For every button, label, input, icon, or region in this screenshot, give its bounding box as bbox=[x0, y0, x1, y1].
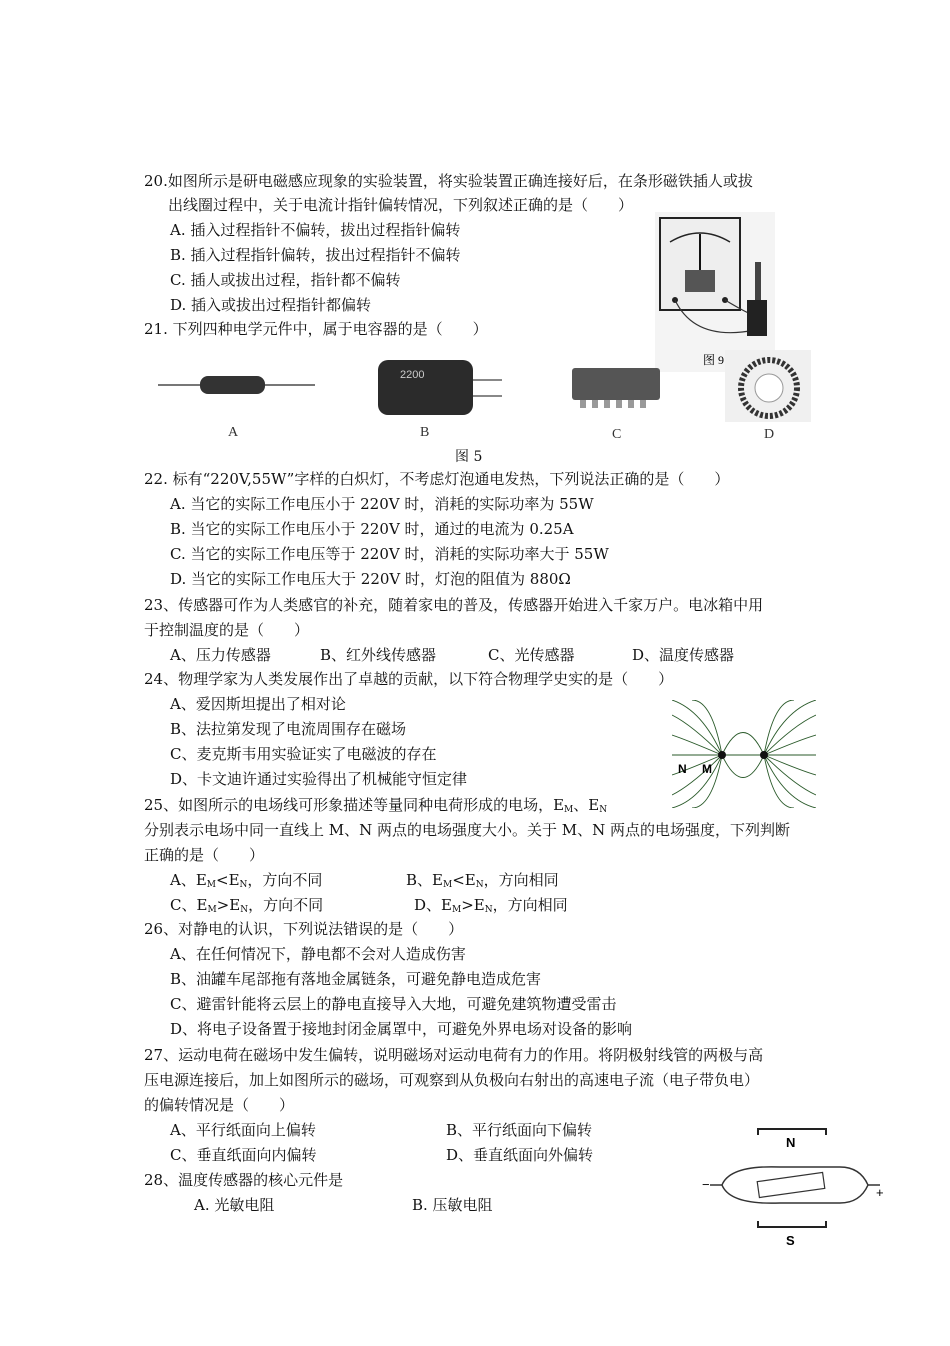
chip-body bbox=[572, 368, 660, 400]
q22-option-a: A. 当它的实际工作电压小于 220V 时，消耗的实际功率为 55W bbox=[170, 495, 594, 513]
figure9-label: 图 9 bbox=[703, 353, 725, 367]
q20-stem-line2: 出线圈过程中，关于电流计指针偏转情况，下列叙述正确的是（ ） bbox=[168, 196, 634, 214]
fig5-label-c: C bbox=[612, 427, 622, 442]
q28-option-a: A. 光敏电阻 bbox=[194, 1196, 275, 1214]
q23-option-d: D、温度传感器 bbox=[632, 646, 735, 664]
q22-option-d: D. 当它的实际工作电压大于 220V 时，灯泡的阻值为 880Ω bbox=[170, 570, 571, 588]
fig5-label-b: B bbox=[420, 425, 430, 440]
resistor-figure bbox=[150, 360, 320, 410]
q27-stem-line1: 27、运动电荷在磁场中发生偏转，说明磁场对运动电荷有力的作用。将阴极射线管的两极与高 bbox=[144, 1046, 764, 1064]
q26-option-c: C、避雷针能将云层上的静电直接导入大地，可避免建筑物遭受雷击 bbox=[170, 995, 617, 1013]
chip-figure bbox=[568, 362, 663, 412]
q24-option-a: A、爱因斯坦提出了相对论 bbox=[170, 695, 346, 713]
electric-field-figure bbox=[672, 700, 816, 808]
coil bbox=[747, 300, 767, 336]
q27-stem-line3: 的偏转情况是（ ） bbox=[144, 1096, 295, 1114]
capacitor-body bbox=[378, 360, 473, 415]
q20-option-c: C. 插人或拔出过程，指针都不偏转 bbox=[170, 271, 401, 289]
bar-magnet bbox=[755, 262, 761, 300]
q28-stem: 28、温度传感器的核心元件是 bbox=[144, 1171, 344, 1189]
q28-option-b: B. 压敏电阻 bbox=[412, 1196, 493, 1214]
q20-stem-line1: 20.如图所示是研电磁感应现象的实验装置，将实验装置正确连接好后，在条形磁铁插人或拔 bbox=[144, 172, 753, 190]
q21-stem: 21. 下列四种电学元件中，属于电容器的是（ ） bbox=[144, 320, 488, 338]
magnet-s-label: S bbox=[786, 1233, 795, 1248]
q27-option-d: D、垂直纸面向外偏转 bbox=[446, 1146, 594, 1164]
q25-option-b: B、$E_M<E_N$，方向相同 bbox=[406, 871, 559, 890]
tube-screen bbox=[757, 1172, 825, 1197]
q20-option-b: B. 插入过程指针偏转，拔出过程指针不偏转 bbox=[170, 246, 461, 264]
resistor-body bbox=[200, 376, 265, 394]
q27-option-a: A、平行纸面向上偏转 bbox=[170, 1121, 316, 1139]
q27-option-c: C、垂直纸面向内偏转 bbox=[170, 1146, 317, 1164]
positive-terminal: + bbox=[876, 1185, 884, 1200]
q25-option-c: C、$E_M>E_N$，方向不同 bbox=[170, 896, 324, 915]
inductor-figure bbox=[725, 350, 811, 422]
galvanometer-figure bbox=[655, 212, 775, 372]
q25-option-d: D、$E_M>E_N$，方向相同 bbox=[414, 896, 568, 915]
point-m-label: M bbox=[702, 762, 712, 776]
q26-stem: 26、对静电的认识，下列说法错误的是（ ） bbox=[144, 920, 464, 938]
q27-stem-line2: 压电源连接后，加上如图所示的磁场，可观察到从负极向右射出的高速电子流（电子带负电） bbox=[144, 1071, 760, 1089]
fig5-label-a: A bbox=[228, 425, 239, 440]
charge-right bbox=[760, 751, 768, 759]
charge-left bbox=[718, 751, 726, 759]
q25-stem-line1: 25、如图所示的电场线可形象描述等量同种电荷形成的电场，$E_M$、$E_N$ bbox=[144, 796, 608, 815]
meter-core bbox=[685, 270, 715, 292]
magnet-n-label: N bbox=[786, 1135, 796, 1150]
q24-option-b: B、法拉第发现了电流周围存在磁场 bbox=[170, 720, 407, 738]
q26-option-d: D、将电子设备置于接地封闭金属罩中，可避免外界电场对设备的影响 bbox=[170, 1020, 633, 1038]
q23-option-b: B、红外线传感器 bbox=[320, 646, 437, 664]
q26-option-a: A、在任何情况下，静电都不会对人造成伤害 bbox=[170, 945, 466, 963]
capacitor-figure bbox=[370, 352, 505, 427]
q23-stem-line2: 于控制温度的是（ ） bbox=[144, 621, 310, 639]
point-n-label: N bbox=[678, 762, 687, 776]
q22-option-c: C. 当它的实际工作电压等于 220V 时，消耗的实际功率大于 55W bbox=[170, 545, 609, 563]
q24-option-d: D、卡文迪许通过实验得出了机械能守恒定律 bbox=[170, 770, 468, 788]
q23-stem-line1: 23、传感器可作为人类感官的补充，随着家电的普及，传感器开始进入千家万户。电冰箱中用 bbox=[144, 596, 764, 614]
q25-stem-line2: 分别表示电场中同一直线上 M、N 两点的电场强度大小。关于 M、N 两点的电场强度，下列判断 bbox=[144, 821, 791, 839]
q25-stem-line3: 正确的是（ ） bbox=[144, 846, 265, 864]
figure5-caption: 图 5 bbox=[455, 449, 483, 465]
cathode-ray-tube-figure bbox=[700, 1125, 890, 1250]
q25-option-a: A、$E_M<E_N$，方向不同 bbox=[170, 871, 323, 890]
q22-stem: 22. 标有“220V,55W”字样的白炽灯，不考虑灯泡通电发热，下列说法正确的是（ ） bbox=[144, 470, 730, 488]
fig5-label-d: D bbox=[764, 427, 775, 442]
q24-stem: 24、物理学家为人类发展作出了卓越的贡献，以下符合物理学史实的是（ ） bbox=[144, 670, 674, 688]
q22-option-b: B. 当它的实际工作电压小于 220V 时，通过的电流为 0.25A bbox=[170, 520, 574, 538]
tube-body bbox=[722, 1167, 868, 1203]
q24-option-c: C、麦克斯韦用实验证实了电磁波的存在 bbox=[170, 745, 437, 763]
q23-option-c: C、光传感器 bbox=[488, 646, 575, 664]
q20-option-a: A. 插入过程指针不偏转，拔出过程指针偏转 bbox=[170, 221, 461, 239]
capacitor-label: 2200 bbox=[400, 369, 425, 381]
q27-option-b: B、平行纸面向下偏转 bbox=[446, 1121, 593, 1139]
negative-terminal: − bbox=[702, 1177, 710, 1192]
q26-option-b: B、油罐车尾部拖有落地金属链条，可避免静电造成危害 bbox=[170, 970, 542, 988]
magnet-s-plate bbox=[758, 1221, 826, 1227]
q23-option-a: A、压力传感器 bbox=[170, 646, 271, 664]
q20-option-d: D. 插入或拔出过程指针都偏转 bbox=[170, 296, 372, 314]
